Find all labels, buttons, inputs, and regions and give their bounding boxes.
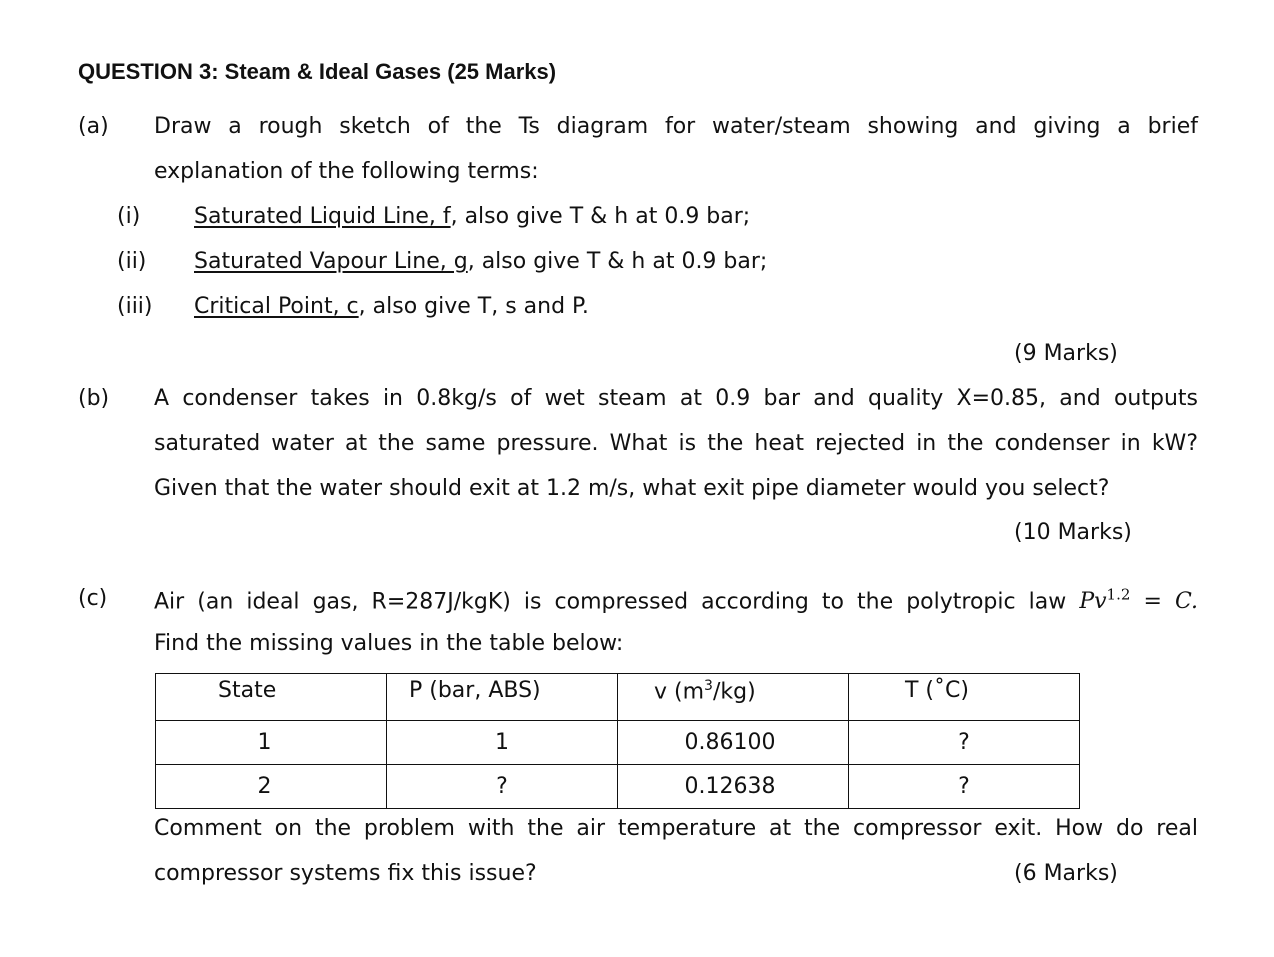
part-a-line-1: Draw a rough sketch of the Ts diagram for water/steam showing and giving a brief — [154, 114, 1198, 139]
cell-pressure: ? — [387, 765, 618, 809]
part-c-marks: (6 Marks) — [1014, 861, 1118, 886]
part-a-item-3-rest: , also give T, s and P. — [358, 294, 589, 319]
part-b-marks: (10 Marks) — [1014, 520, 1132, 545]
table-row — [156, 765, 1080, 809]
part-c-line-2: Find the missing values in the table below: — [154, 631, 624, 656]
term-critical-point: Critical Point, c — [194, 294, 359, 319]
header-v-sup: 3 — [704, 678, 713, 694]
part-b-line-3: Given that the water should exit at 1.2 m/s, what exit pipe diameter would you select? — [154, 476, 1110, 501]
part-c-line-1 — [154, 586, 1198, 614]
cell-temperature: ? — [849, 721, 1080, 765]
part-c-comment-2: compressor systems fix this issue? — [154, 861, 537, 886]
part-a-label: (a) — [78, 114, 109, 139]
header-v-post: /kg) — [712, 679, 756, 705]
state-table — [155, 673, 1080, 809]
header-state: State — [156, 674, 387, 721]
part-a-item-2-label: (ii) — [117, 249, 147, 274]
part-b-line-2: saturated water at the same pressure. What is the heat rejected in the condenser in kW? — [154, 431, 1198, 456]
part-c-comment-1: Comment on the problem with the air temperature at the compressor exit. How do real — [154, 816, 1198, 841]
term-saturated-vapour-line: Saturated Vapour Line, g — [194, 249, 468, 274]
table-row — [156, 721, 1080, 765]
part-a-item-3-label: (iii) — [117, 294, 153, 319]
part-a-item-1 — [194, 204, 750, 229]
cell-volume: 0.86100 — [618, 721, 849, 765]
polytropic-law-base: Pv — [1079, 589, 1107, 615]
part-a-line-2: explanation of the following terms: — [154, 159, 539, 184]
table-header-row — [156, 674, 1080, 721]
header-v-pre: v (m — [654, 679, 705, 705]
cell-temperature: ? — [849, 765, 1080, 809]
part-a-marks: (9 Marks) — [1014, 341, 1118, 366]
part-a-item-1-rest: , also give T & h at 0.9 bar; — [450, 204, 751, 229]
cell-volume: 0.12638 — [618, 765, 849, 809]
part-a-item-3 — [194, 294, 589, 319]
polytropic-law-rhs: = C. — [1130, 589, 1198, 615]
cell-state: 1 — [156, 721, 387, 765]
part-c-line-1-text: Air (an ideal gas, R=287J/kgK) is compressed according to the polytropic law — [154, 589, 1067, 615]
part-b-label: (b) — [78, 386, 110, 411]
part-c-label: (c) — [78, 586, 108, 611]
cell-state: 2 — [156, 765, 387, 809]
question-title: QUESTION 3: Steam & Ideal Gases (25 Marks) — [78, 59, 557, 84]
polytropic-law-exponent: 1.2 — [1106, 586, 1131, 604]
part-b-line-1: A condenser takes in 0.8kg/s of wet steam at 0.9 bar and quality X=0.85, and outputs — [154, 386, 1198, 411]
header-specific-volume — [618, 674, 849, 721]
part-a-item-2 — [194, 249, 767, 274]
part-a-item-1-label: (i) — [117, 204, 141, 229]
part-a-item-2-rest: , also give T & h at 0.9 bar; — [467, 249, 768, 274]
header-temperature: T (˚C) — [849, 674, 1080, 721]
cell-pressure: 1 — [387, 721, 618, 765]
header-pressure: P (bar, ABS) — [387, 674, 618, 721]
polytropic-law — [1079, 586, 1198, 615]
term-saturated-liquid-line: Saturated Liquid Line, f — [194, 204, 451, 229]
